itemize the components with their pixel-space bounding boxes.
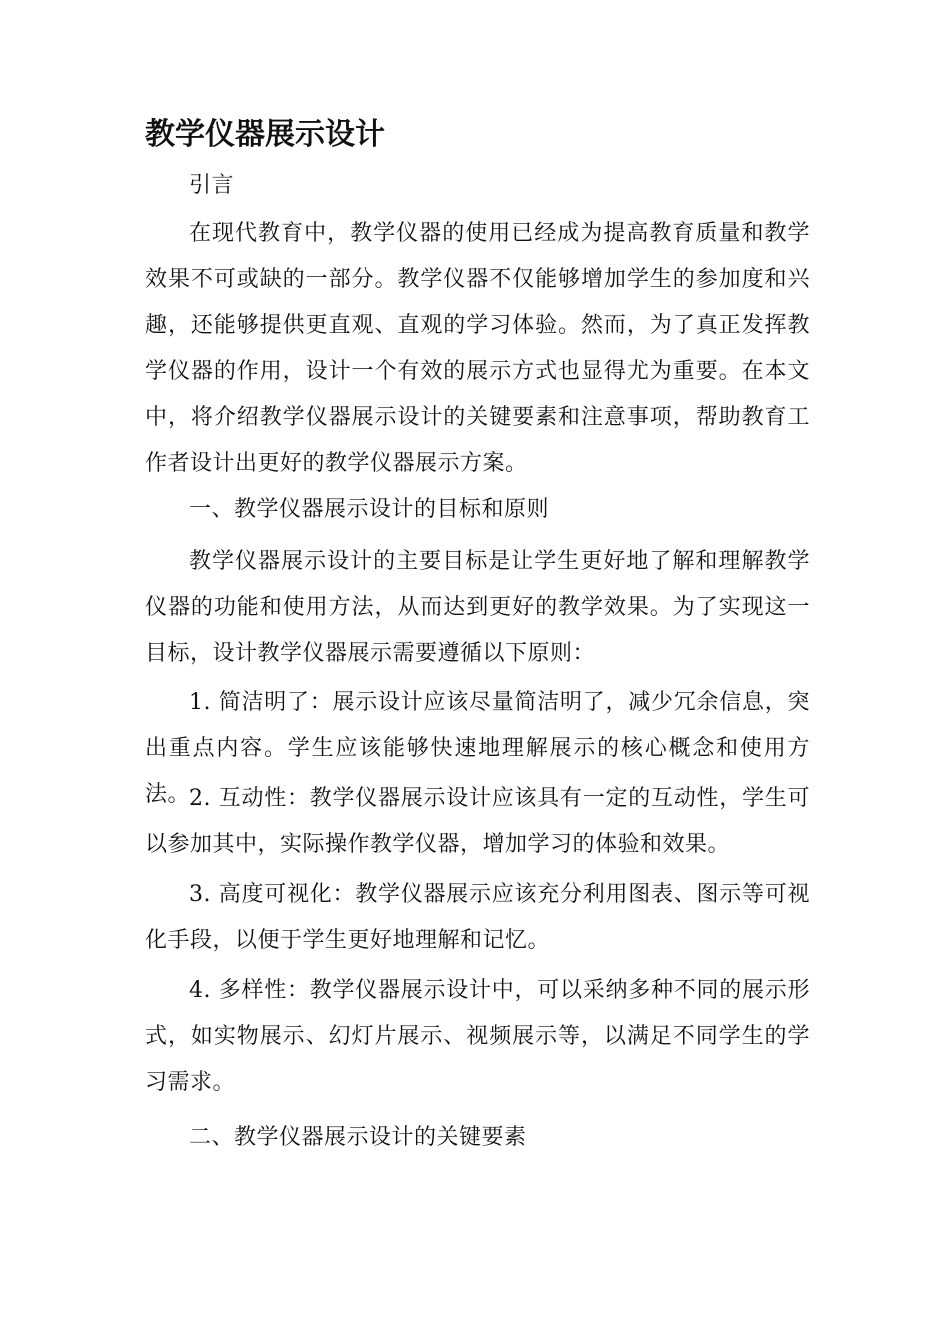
document-title: 教学仪器展示设计 xyxy=(145,117,385,152)
intro-paragraph: 在现代教育中，教学仪器的使用已经成为提高教育质量和教学效果不可或缺的一部分。教学仪器不仅能够增加学生的参加度和兴趣，还能够提供更直观、直观的学习体验。然而，为了真正发挥教学仪器的作用，设计一个有效的展示方式也显得尤为重要。在本文中，将介绍教学仪器展示设计的关键要素和注意事项，帮助教育工作者设计出更好的教学仪器展示方案。 xyxy=(145,221,810,476)
section1-paragraph: 教学仪器展示设计的主要目标是让学生更好地了解和理解教学仪器的功能和使用方法，从而达到更好的教学效果。为了实现这一目标，设计教学仪器展示需要遵循以下原则： xyxy=(145,549,810,666)
principle-item: 1. 简洁明了：展示设计应该尽量简洁明了，减少冗余信息，突出重点内容。学生应该能够快速地理解展示的核心概念和使用方法。 xyxy=(145,690,810,807)
section1-heading: 一、教学仪器展示设计的目标和原则 xyxy=(189,497,550,522)
principle-item: 4. 多样性：教学仪器展示设计中，可以采纳多种不同的展示形式，如实物展示、幻灯片展示、视频展示等，以满足不同学生的学习需求。 xyxy=(145,978,810,1095)
section2-heading: 二、教学仪器展示设计的关键要素 xyxy=(189,1125,527,1150)
principle-item: 2. 互动性：教学仪器展示设计应该具有一定的互动性，学生可以参加其中，实际操作教学仪器，增加学习的体验和效果。 xyxy=(145,786,810,857)
principle-item: 3. 高度可视化：教学仪器展示应该充分利用图表、图示等可视化手段，以便于学生更好地理解和记忆。 xyxy=(145,882,810,953)
intro-heading: 引言 xyxy=(189,173,235,198)
